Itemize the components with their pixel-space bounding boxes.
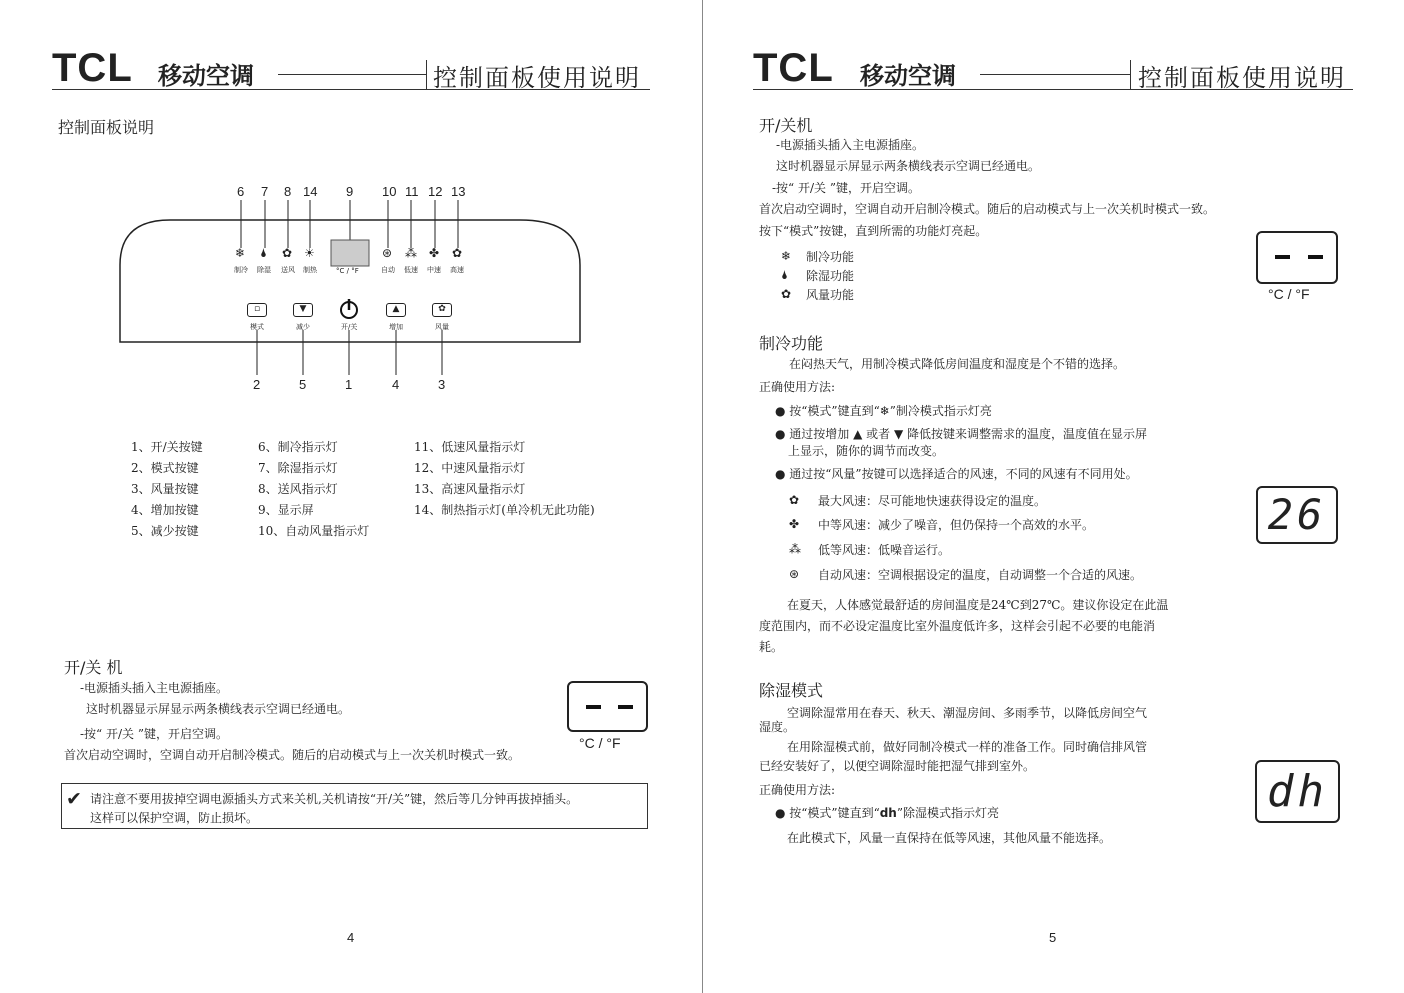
down-button[interactable]: ▼: [293, 303, 313, 317]
cool-bullet-3-text: 通过按“风量”按键可以选择适合的风速，不同的风速有不同用处。: [789, 467, 1138, 481]
dry-p2-line2: 已经安装好了，以便空调除湿时能把湿气排到室外。: [759, 759, 1036, 773]
legend-col2: [258, 437, 369, 542]
dry-p1-line1: 空调除湿常用在春天、秋天、潮湿房间、多雨季节，以降低房间空气: [787, 706, 1148, 720]
up-button-label: 增加: [389, 323, 403, 331]
fan-speed-button[interactable]: ✿: [432, 303, 452, 317]
mid-fan-icon: ✤: [429, 246, 440, 260]
legend-item: 2、模式按键: [131, 461, 199, 475]
callout-1: 1: [345, 377, 353, 392]
power-line-3: -按“ 开/关 ”键，开启空调。: [80, 727, 228, 741]
dry-p1-line2: 湿度。: [759, 720, 796, 734]
low-fan-icon: ⁂: [789, 542, 801, 556]
cool-intro: 在闷热天气，用制冷模式降低房间温度和湿度是个不错的选择。: [789, 357, 1126, 371]
high-fan-icon: ✿: [452, 246, 463, 260]
header-underline: [52, 89, 650, 90]
display-dashes: [567, 681, 648, 732]
mode-button[interactable]: ▫: [247, 303, 267, 317]
callout-5: 5: [299, 377, 307, 392]
power-section-title: 开/关机: [759, 116, 813, 135]
cool-bullet-2-line2: 上显示，随你的调节而改变。: [788, 444, 945, 458]
note-line-1: 请注意不要用拔掉空调电源插头方式来关机,关机请按“开/关”键，然后等几分钟再拔掉插头。: [90, 792, 579, 806]
legend-item: 6、制冷指示灯: [258, 440, 338, 454]
dry-last-line: 在此模式下，风量一直保持在低等风速，其他风量不能选择。: [787, 831, 1112, 845]
function-cool: 制冷功能: [806, 250, 855, 264]
power-line-1: -电源插头插入主电源插座。: [776, 138, 925, 152]
down-button-label: 减少: [296, 323, 310, 331]
callout-14: 14: [303, 184, 318, 199]
product-name: 移动空调: [158, 62, 254, 90]
panel-outline: [110, 180, 600, 400]
display-value: dh: [1267, 766, 1328, 817]
cool-usage: 正确使用方法:: [759, 380, 836, 394]
dry-code: dh: [879, 806, 897, 820]
callout-10: 10: [382, 184, 397, 199]
callout-4: 4: [392, 377, 400, 392]
display-dashes: [1256, 231, 1338, 284]
legend-item: 10、自动风量指示灯: [258, 524, 370, 538]
control-panel-diagram: [110, 180, 600, 400]
dash-segment: [586, 705, 601, 709]
dash-segment: [1275, 255, 1290, 259]
power-line-3: -按“ 开/关 ”键，开启空调。: [772, 181, 920, 195]
cool-bullet-1-post: ”制冷模式指示灯亮: [889, 404, 992, 418]
dry-section-title: 除湿模式: [759, 681, 824, 700]
summer-line-3: 耗。: [759, 640, 784, 654]
legend-col3: [414, 437, 595, 521]
auto-fan-icon: ⊛: [382, 246, 393, 260]
auto-fan-icon: ⊛: [789, 567, 800, 581]
header-rule: [980, 74, 1130, 75]
page-number-right: 5: [1049, 930, 1057, 945]
callout-2: 2: [253, 377, 261, 392]
callout-9: 9: [346, 184, 354, 199]
brand-logo: TCL: [52, 46, 133, 90]
power-button-label: 开/关: [341, 323, 358, 331]
up-button[interactable]: ▲: [386, 303, 406, 317]
section-title: 控制面板说明: [58, 118, 155, 137]
function-fan: 风量功能: [806, 288, 855, 302]
callout-8: 8: [284, 184, 292, 199]
indicator-fan-label: 送风: [281, 266, 295, 274]
product-name: 移动空调: [860, 62, 956, 90]
indicator-mid-label: 中速: [427, 266, 441, 274]
snowflake-icon: ❄: [879, 404, 890, 418]
cool-bullet-1-pre: 按“模式”键直到“: [789, 404, 880, 418]
indicator-cool-label: 制冷: [234, 266, 248, 274]
power-line-4: 首次启动空调时，空调自动开启制冷模式。随后的启动模式与上一次关机时模式一致。: [759, 202, 1216, 216]
note-line-2: 这样可以保护空调，防止损坏。: [90, 811, 259, 825]
legend-col1: [131, 437, 203, 542]
header-separator: [426, 60, 427, 90]
power-line-2: 这时机器显示屏显示两条横线表示空调已经通电。: [776, 159, 1041, 173]
check-icon: ✔: [66, 788, 82, 810]
dash-segment: [1308, 255, 1323, 259]
legend-item: 5、减少按键: [131, 524, 199, 538]
indicator-auto-label: 自动: [381, 266, 395, 274]
legend-item: 13、高速风量指示灯: [414, 482, 526, 496]
callout-12: 12: [428, 184, 443, 199]
callout-3: 3: [438, 377, 446, 392]
legend-item: 11、低速风量指示灯: [414, 440, 526, 454]
dry-bullet-post: ”除湿模式指示灯亮: [896, 806, 999, 820]
speed-auto: 自动风速：空调根据设定的温度，自动调整一个合适的风速。: [818, 568, 1143, 582]
indicator-dry-label: 除湿: [257, 266, 271, 274]
legend-item: 7、除湿指示灯: [258, 461, 338, 475]
dry-usage: 正确使用方法:: [759, 783, 836, 797]
indicator-heat-label: 制热: [303, 266, 317, 274]
high-fan-icon: ✿: [789, 493, 800, 507]
page-divider: [702, 0, 703, 993]
snowflake-icon: ❄: [781, 249, 792, 263]
sun-icon: ☀: [304, 246, 315, 260]
fan-icon: ✿: [282, 246, 293, 260]
cool-bullet-2: ● 通过按增加 ▲ 或者 ▼ 降低按键来调整需求的温度，温度值在显示屏: [775, 427, 1148, 441]
legend-item: 14、制热指示灯(单冷机无此功能): [414, 503, 595, 517]
summer-line-2: 度范围内，而不必设定温度比室外温度低许多，这样会引起不必要的电能消: [759, 619, 1156, 633]
speed-low: 低等风速：低噪音运行。: [818, 543, 951, 557]
cool-bullet-1: ● 按“模式”键直到“❄”制冷模式指示灯亮: [775, 404, 992, 418]
power-section-title: 开/关 机: [64, 658, 123, 677]
legend-item: 4、增加按键: [131, 503, 199, 517]
speed-max: 最大风速：尽可能地快速获得设定的温度。: [818, 494, 1047, 508]
callout-6: 6: [237, 184, 245, 199]
speed-mid: 中等风速：减少了噪音，但仍保持一个高效的水平。: [818, 518, 1095, 532]
legend-item: 9、显示屏: [258, 503, 314, 517]
dry-p2-line1: 在用除湿模式前，做好同制冷模式一样的准备工作。同时确信排风管: [787, 740, 1148, 754]
brand-logo: TCL: [753, 46, 834, 90]
display-unit: °C / °F: [1268, 286, 1310, 302]
page-title: 控制面板使用说明: [433, 64, 641, 92]
droplet-icon: 🌢: [260, 246, 268, 260]
display-temperature: [1256, 486, 1338, 544]
function-dry: 除湿功能: [806, 269, 855, 283]
droplet-icon: 🌢: [781, 268, 789, 282]
page-number-left: 4: [347, 930, 355, 945]
header-rule: [278, 74, 426, 75]
power-line-2: 这时机器显示屏显示两条横线表示空调已经通电。: [86, 702, 351, 716]
legend-item: 8、送风指示灯: [258, 482, 338, 496]
header-underline: [753, 89, 1353, 90]
power-line-1: -电源插头插入主电源插座。: [80, 681, 229, 695]
snowflake-icon: ❄: [235, 246, 246, 260]
display-unit: °C / °F: [579, 735, 621, 751]
summer-line-1: 在夏天，人体感觉最舒适的房间温度是24℃到27℃。建议你设定在此温: [787, 598, 1169, 612]
power-line-5: 按下“模式”按键，直到所需的功能灯亮起。: [759, 224, 988, 238]
legend-item: 1、开/关按键: [131, 440, 203, 454]
cool-bullet-2-line1: 通过按增加 ▲ 或者 ▼ 降低按键来调整需求的温度，温度值在显示屏: [789, 427, 1148, 441]
mode-button-label: 模式: [250, 323, 264, 331]
callout-13: 13: [451, 184, 466, 199]
power-line-4: 首次启动空调时，空调自动开启制冷模式。随后的启动模式与上一次关机时模式一致。: [64, 748, 521, 762]
mid-fan-icon: ✤: [789, 517, 800, 531]
indicator-high-label: 高速: [450, 266, 464, 274]
dash-segment: [618, 705, 633, 709]
low-fan-icon: ⁂: [405, 246, 417, 260]
legend-item: 3、风量按键: [131, 482, 199, 496]
dry-bullet-1: ● 按“模式”键直到“dh”除湿模式指示灯亮: [775, 806, 999, 820]
legend-item: 12、中速风量指示灯: [414, 461, 526, 475]
display-unit-label: °C / °F: [336, 267, 359, 275]
callout-7: 7: [261, 184, 269, 199]
indicator-low-label: 低速: [404, 266, 418, 274]
cool-bullet-3: ● 通过按“风量”按键可以选择适合的风速，不同的风速有不同用处。: [775, 467, 1138, 481]
page-title: 控制面板使用说明: [1138, 64, 1346, 92]
header-separator: [1130, 60, 1131, 90]
callout-11: 11: [405, 184, 419, 199]
display-value: 26: [1267, 490, 1327, 539]
fan-icon: ✿: [781, 287, 792, 301]
display-dry: [1255, 760, 1340, 823]
dry-bullet-pre: 按“模式”键直到“: [789, 806, 880, 820]
fan-button-label: 风量: [435, 323, 449, 331]
warning-note: [61, 783, 648, 829]
cool-section-title: 制冷功能: [759, 334, 824, 353]
